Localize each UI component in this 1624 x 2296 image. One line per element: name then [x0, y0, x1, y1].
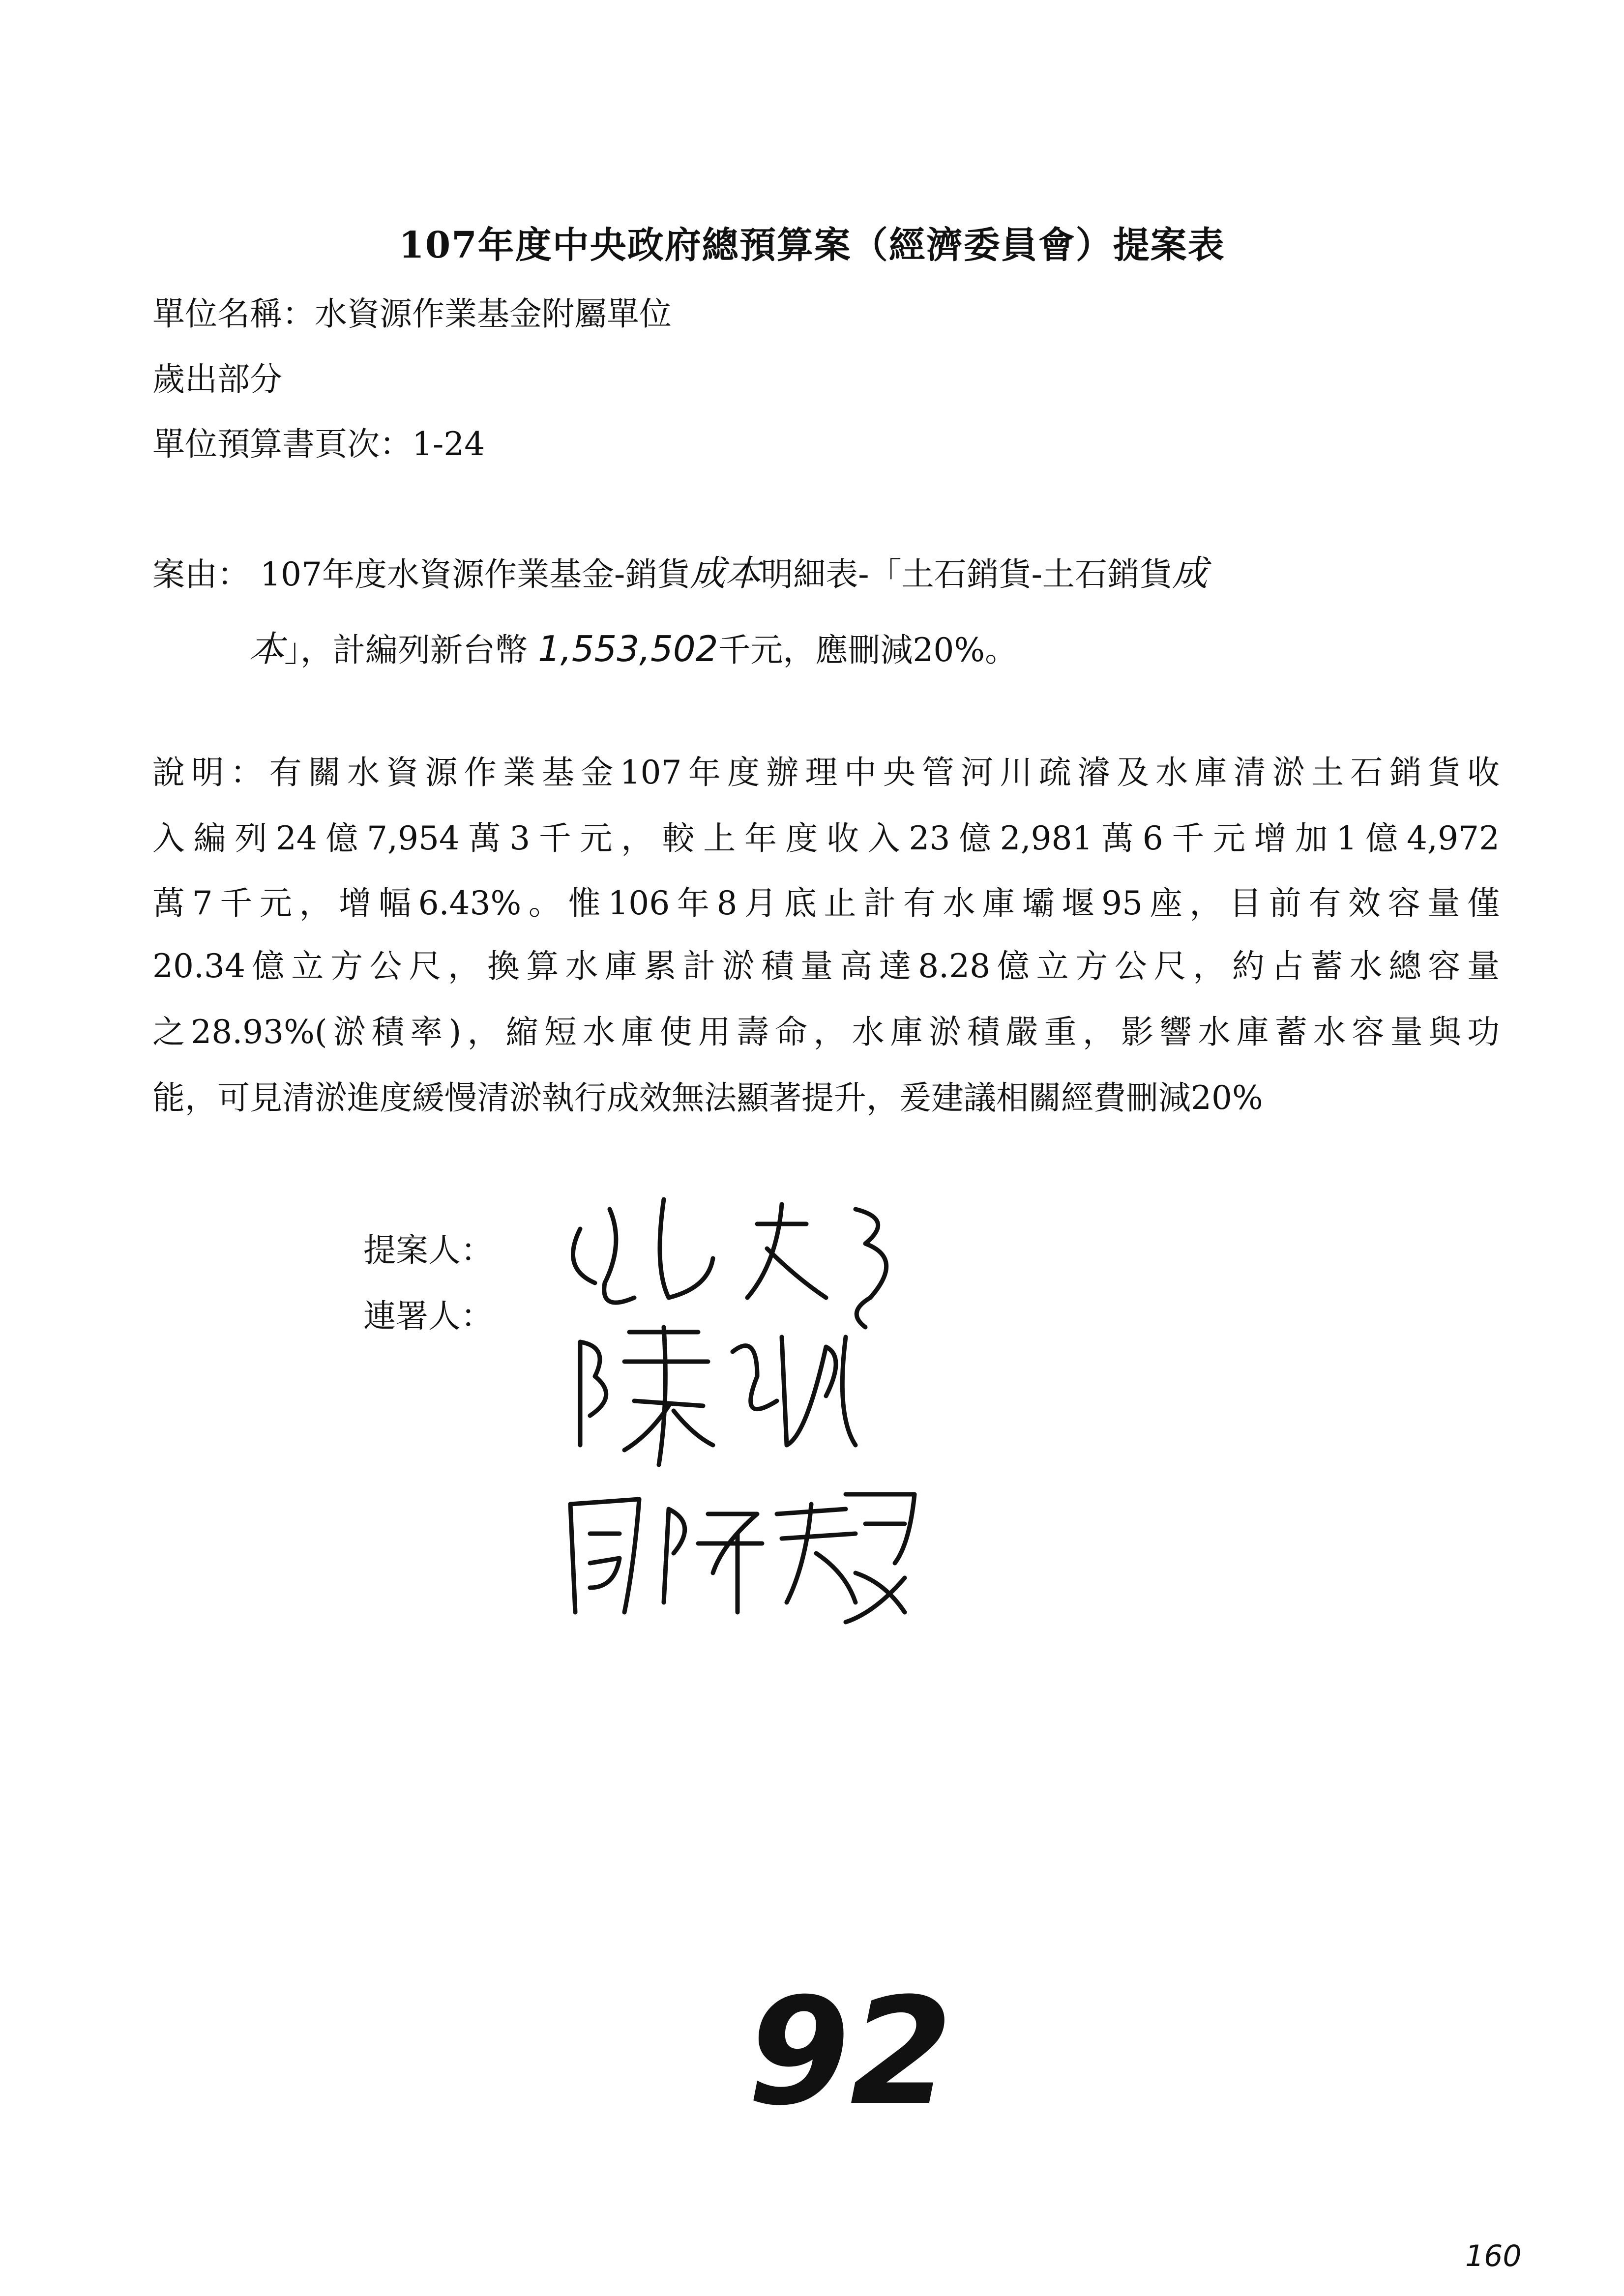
handwritten-page-number: 92	[747, 1966, 953, 2138]
handwritten-correction: 本	[249, 628, 285, 669]
signature-cosigner-2	[570, 1494, 915, 1622]
cosigner-label: 連署人：	[363, 1297, 493, 1335]
case-label: 案由：	[152, 555, 250, 593]
description-line: 說明：有關水資源作業基金107年度辦理中央管河川疏濬及水庫清淤土石銷貨收	[152, 754, 1500, 791]
handwritten-correction: 成本	[690, 552, 761, 594]
case-text: 」，計編列新台幣	[284, 631, 528, 669]
case-line-2	[249, 620, 1017, 671]
corner-page-number: 160	[1465, 2239, 1522, 2273]
budget-page-ref: 單位預算書頁次：1-24	[152, 425, 485, 463]
handwritten-correction: 成	[1172, 552, 1208, 594]
case-text: 107年度水資源作業基金-銷貨	[260, 555, 690, 593]
page-title: 107年度中央政府總預算案（經濟委員會）提案表	[399, 224, 1225, 266]
case-line-1	[152, 545, 1208, 596]
unit-name: 單位名稱：水資源作業基金附屬單位	[152, 295, 672, 333]
signatures	[551, 1170, 969, 1661]
description-line: 萬7千元，增幅6.43%。惟106年8月底止計有水庫壩堰95座，目前有效容量僅	[152, 884, 1500, 922]
signature-cosigner-1	[580, 1327, 856, 1465]
description-line: 20.34億立方公尺，換算水庫累計淤積量高達8.28億立方公尺，約占蓄水總容量	[152, 947, 1500, 985]
signature-proposer	[573, 1199, 886, 1327]
case-text: 明細表-「土石銷貨-土石銷貨	[761, 555, 1172, 593]
case-text: 千元，應刪減20%。	[718, 631, 1018, 669]
proposer-label: 提案人：	[363, 1231, 493, 1269]
description-line: 入編列24億7,954萬3千元，較上年度收入23億2,981萬6千元增加1億4,972	[152, 819, 1500, 857]
description-line: 之28.93%(淤積率)，縮短水庫使用壽命，水庫淤積嚴重，影響水庫蓄水容量與功	[152, 1013, 1500, 1051]
handwritten-amount: 1,553,502	[538, 628, 718, 669]
description-line: 能，可見清淤進度緩慢清淤執行成效無法顯著提升，爰建議相關經費刪減20%	[152, 1079, 1263, 1117]
section-label: 歲出部分	[152, 360, 282, 398]
